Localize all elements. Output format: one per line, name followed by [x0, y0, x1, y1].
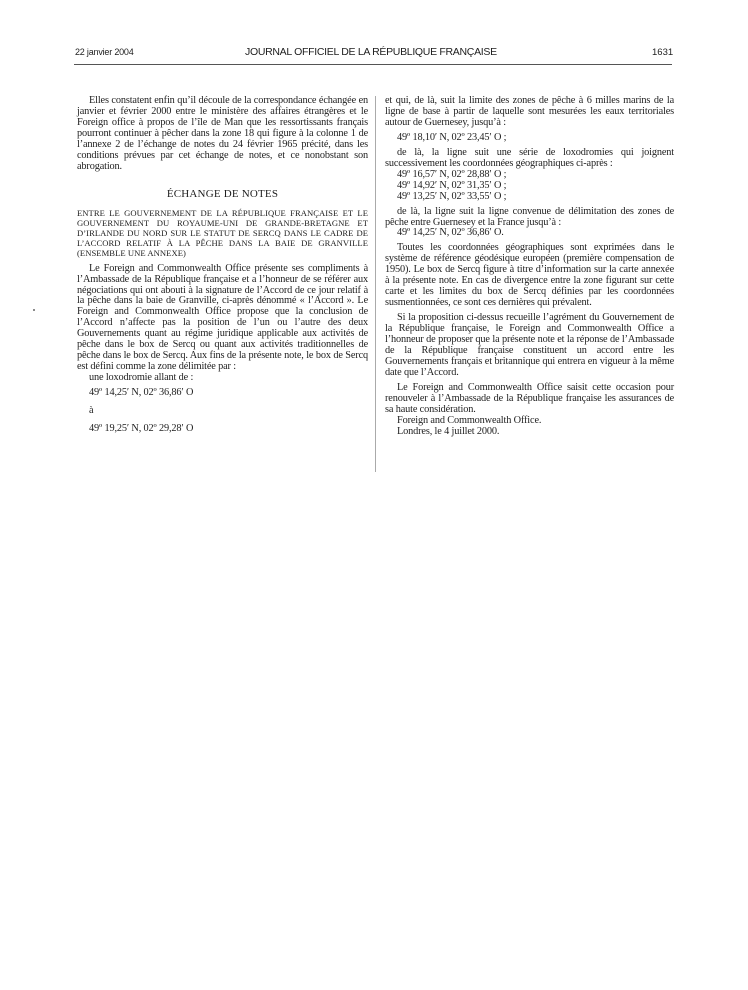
right-paragraph-6: Le Foreign and Commonwealth Office saisit cette occasion pour renouveler à l’Ambassade de la République française les assurances de sa haute considération.	[385, 381, 674, 415]
right-paragraph-2: de là, la ligne suit une série de loxodromies qui joignent successivement les coordonnées géographiques ci-après :	[385, 146, 674, 169]
intro-paragraph: Elles constatent enfin qu’il découle de la correspondance échangée en janvier et février 2000 entre le ministère des affaires étrangères et le Foreign office à propos de l’île de Man que les ressortissants français pourront continuer à pêcher dans la zone 18 qui figure à la colonne 1 de l’annexe 2 de l’échange de notes du 24 février 1965 précité, dans les conditions prévues par cet échange de notes, et ce nonobstant son abrogation.	[77, 95, 368, 172]
coordinate-5: 49º 14,25′ N, 02º 36,86′ O.	[397, 227, 504, 239]
right-column	[385, 96, 674, 438]
right-paragraph-4: Toutes les coordonnées géographiques sont exprimées dans le système de référence géodésique européen (première compensation de 1950). Le box de Sercq figure à titre d’information sur la carte annexée à la présente note. En cas de divergence entre la zone figurant sur cette carte et les limites du box de Sercq définies par les coordonnées susmentionnées, ce sont ces dernières qui prévalent.	[385, 242, 674, 309]
coordinate-connector: à	[89, 405, 94, 417]
header-rule	[74, 64, 672, 65]
column-divider	[375, 96, 376, 472]
note-body-paragraph: Le Foreign and Commonwealth Office présente ses compliments à l’Ambassade de la République française et a l’honneur de se référer aux négociations qui ont abouti à la signature de l’Accord de ce jour relatif à la pêche dans la baie de Granville, ci-après dénommé « l’Accord ». Le Foreign and Commonwealth Office propose que la conclusion de l’Accord n’affecte pas la position de l’un ou l’autre des deux Gouvernements quant au régime juridique applicable aux activités de pêche dans le box de Sercq ou quant aux activités traditionnelles de pêche dans le box de Sercq. Aux fins de la présente note, le box de Sercq est défini comme la zone délimitée par :	[77, 262, 368, 373]
right-paragraph-3: de là, la ligne suit la ligne convenue de délimitation des zones de pêche entre Guernesey et la France jusqu’à :	[385, 205, 674, 228]
page-number: 1631	[652, 47, 674, 58]
right-paragraph-1: et qui, de là, suit la limite des zones de pêche à 6 milles marins de la ligne de base à partir de laquelle sont mesurées les eaux territoriales autour de Guernesey, jusqu’à :	[385, 95, 674, 128]
left-column	[77, 96, 368, 435]
coordinate-1: 49º 18,10′ N, 02º 23,45′ O ;	[397, 131, 507, 143]
coordinate-2: 49º 16,57′ N, 02º 28,88′ O ;	[397, 168, 507, 180]
section-title: ÉCHANGE DE NOTES	[166, 187, 279, 200]
journal-title: JOURNAL OFFICIEL DE LA RÉPUBLIQUE FRANÇAISE	[245, 46, 497, 58]
scan-speck	[33, 309, 35, 311]
coordinate-3: 49º 14,92′ N, 02º 31,35′ O ;	[397, 179, 507, 191]
coordinate-start: 49º 14,25′ N, 02º 36,86′ O	[89, 387, 194, 399]
place-and-date: Londres, le 4 juillet 2000.	[397, 425, 500, 437]
coordinate-end: 49º 19,25′ N, 02º 29,28′ O	[89, 423, 194, 435]
section-subtitle: ENTRE LE GOUVERNEMENT DE LA RÉPUBLIQUE FRANÇAISE ET LE GOUVERNEMENT DU ROYAUME-UNI DE GRANDE-BRETAGNE ET D’IRLANDE DU NORD SUR LE STATUT DE SERCQ DANS LE CADRE DE L’ACCORD RELATIF À LA PÊCHE DANS LA BAIE DE GRANVILLE (ENSEMBLE UNE ANNEXE)	[77, 207, 368, 258]
loxodromy-intro: une loxodromie allant de :	[89, 372, 194, 384]
right-paragraph-5: Si la proposition ci-dessus recueille l’agrément du Gouvernement de la République française, le Foreign and Commonwealth Office a l’honneur de proposer que la présente note et la réponse de l’Ambassade de la République française constituent un accord entre les Gouvernements français et britannique qui entrera en vigueur à la même date que l’Accord.	[385, 312, 674, 378]
coordinate-4: 49º 13,25′ N, 02º 33,55′ O ;	[397, 190, 507, 202]
header-date: 22 janvier 2004	[75, 47, 134, 57]
signature: Foreign and Commonwealth Office.	[397, 414, 542, 426]
